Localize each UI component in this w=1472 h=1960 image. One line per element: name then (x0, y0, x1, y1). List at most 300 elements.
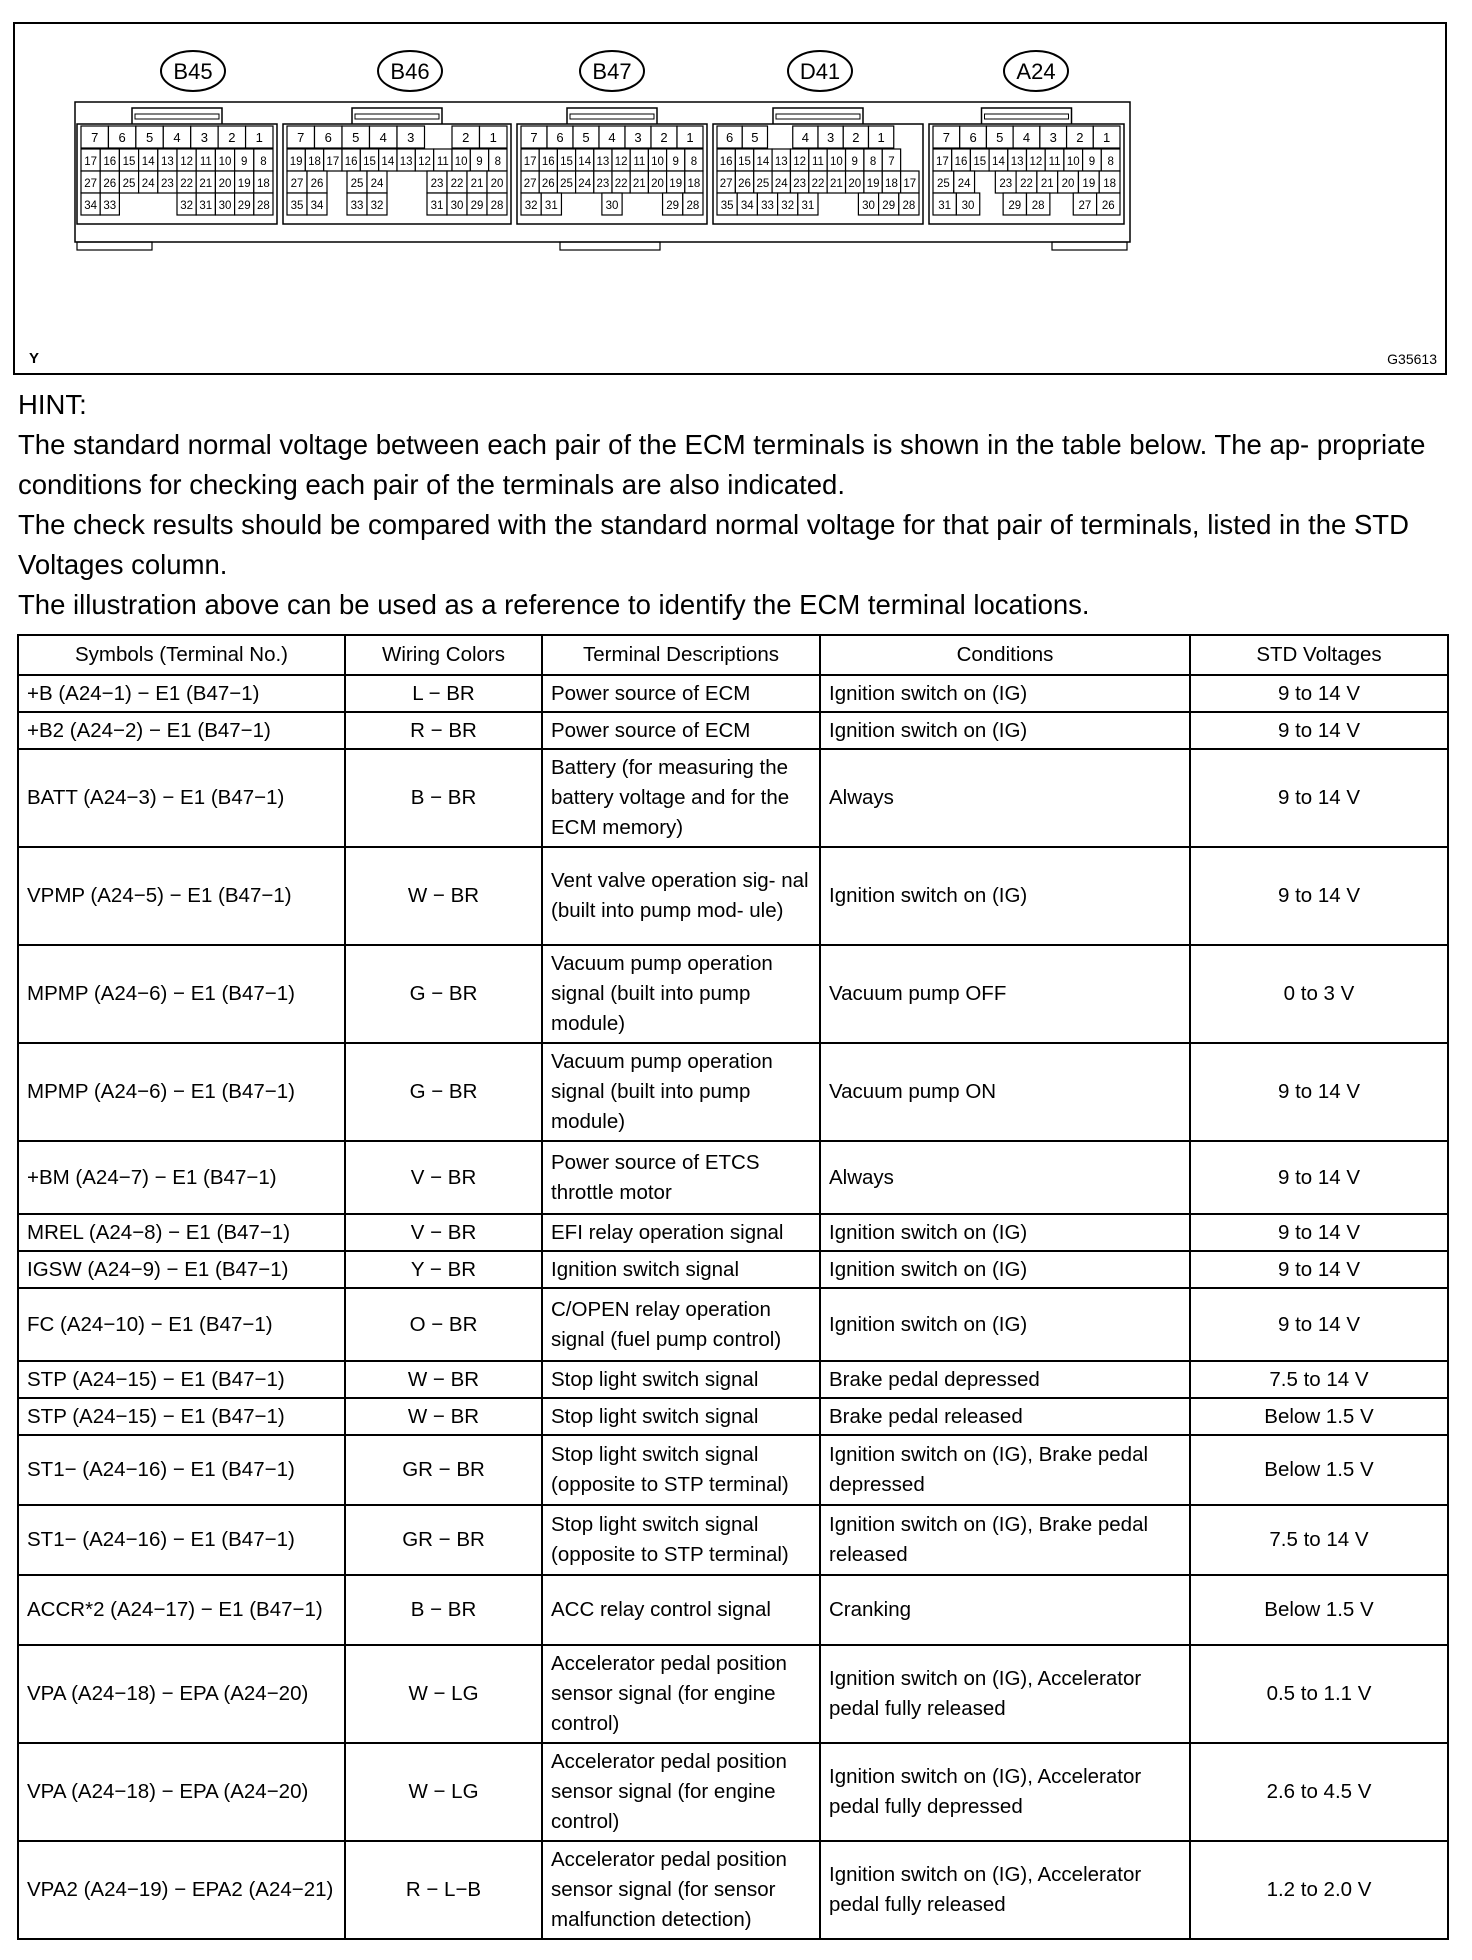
table-header-row (18, 635, 1448, 675)
terminal-number: 18 (885, 178, 898, 190)
terminal-number: 12 (1029, 156, 1043, 168)
terminal-number: 19 (669, 178, 683, 190)
terminal-number: 26 (541, 178, 555, 190)
connector-a24 (929, 51, 1124, 224)
cell-wiring-color: GR − BR (345, 1435, 542, 1505)
terminal-number: 23 (161, 178, 174, 190)
terminal-number: 3 (827, 130, 835, 145)
cell-description: C/OPEN relay operation signal (fuel pump control) (542, 1288, 820, 1361)
cell-conditions: Ignition switch on (IG) (820, 1214, 1190, 1251)
terminal-number: 13 (161, 156, 174, 168)
terminal-number: 23 (999, 178, 1013, 190)
terminal-number: 5 (352, 130, 360, 145)
terminal-number: 10 (454, 156, 468, 168)
terminal-number: 18 (1103, 178, 1117, 190)
cell-symbols: MPMP (A24−6) − E1 (B47−1) (18, 1043, 345, 1141)
terminal-number: 16 (541, 156, 555, 168)
terminal-number: 27 (290, 178, 304, 190)
terminal-number: 27 (523, 178, 537, 190)
terminal-number: 32 (524, 200, 538, 212)
terminal-number: 5 (145, 130, 154, 145)
terminal-number: 16 (719, 156, 733, 168)
terminal-number: 14 (756, 156, 770, 168)
terminal-number: 2 (660, 130, 668, 145)
table-row (18, 1841, 1448, 1939)
cell-wiring-color: V − BR (345, 1141, 542, 1214)
hint-heading: HINT: (18, 389, 87, 420)
terminal-number: 34 (310, 200, 324, 212)
cell-std-voltage: 2.6 to 4.5 V (1190, 1743, 1448, 1841)
cell-wiring-color: G − BR (345, 1043, 542, 1141)
connector-label: D41 (799, 59, 841, 84)
connector-b47 (517, 51, 707, 224)
corner-letter: Y (29, 350, 40, 367)
cell-symbols: +B (A24−1) − E1 (B47−1) (18, 675, 345, 712)
terminal-number: 6 (118, 130, 126, 145)
terminal-number: 10 (1066, 156, 1080, 168)
terminal-number: 33 (350, 200, 364, 212)
cell-std-voltage: 9 to 14 V (1190, 1043, 1448, 1141)
cell-description: Vent valve operation sig- nal (built into pump mod- ule) (542, 847, 820, 945)
cell-conditions: Ignition switch on (IG) (820, 847, 1190, 945)
header-conditions: Conditions (820, 635, 1190, 675)
terminal-number: 24 (578, 178, 592, 190)
terminal-number: 26 (1101, 200, 1115, 212)
cell-symbols: ACCR*2 (A24−17) − E1 (B47−1) (18, 1575, 345, 1645)
terminal-number: 20 (490, 178, 504, 190)
terminal-number: 11 (436, 156, 449, 168)
terminal-number: 20 (848, 178, 862, 190)
terminal-number: 31 (199, 200, 213, 212)
terminal-number: 2 (852, 130, 860, 145)
terminal-number: 30 (218, 200, 232, 212)
terminal-number: 14 (141, 156, 155, 168)
cell-symbols: +BM (A24−7) − E1 (B47−1) (18, 1141, 345, 1214)
cell-std-voltage: Below 1.5 V (1190, 1575, 1448, 1645)
terminal-number: 22 (811, 178, 825, 190)
terminal-number: 4 (1022, 130, 1031, 145)
terminal-number: 21 (470, 178, 484, 190)
table-row (18, 1214, 1448, 1251)
terminal-number: 24 (370, 178, 384, 190)
terminal-number: 26 (103, 178, 117, 190)
cell-wiring-color: O − BR (345, 1288, 542, 1361)
table-row (18, 1505, 1448, 1575)
terminal-number: 3 (634, 130, 642, 145)
terminal-number: 29 (1008, 200, 1022, 212)
terminal-number: 15 (973, 156, 987, 168)
terminal-number: 1 (255, 130, 263, 145)
terminal-number: 13 (1010, 156, 1024, 168)
terminal-number: 4 (801, 130, 809, 145)
terminal-number: 11 (812, 156, 824, 168)
cell-wiring-color: R − L−B (345, 1841, 542, 1939)
terminal-number: 12 (180, 156, 193, 168)
table-row (18, 1361, 1448, 1398)
ecm-voltage-table (17, 634, 1449, 1940)
cell-std-voltage: 9 to 14 V (1190, 1214, 1448, 1251)
terminal-number: 6 (324, 130, 332, 145)
cell-symbols: STP (A24−15) − E1 (B47−1) (18, 1361, 345, 1398)
terminal-number: 11 (633, 156, 646, 168)
cell-description: ACC relay control signal (542, 1575, 820, 1645)
terminal-number: 25 (936, 178, 950, 190)
cell-conditions: Always (820, 749, 1190, 847)
table-row (18, 847, 1448, 945)
terminal-number: 28 (257, 200, 270, 212)
cell-std-voltage: 9 to 14 V (1190, 1141, 1448, 1214)
terminal-number: 17 (903, 178, 917, 190)
table-row (18, 1645, 1448, 1743)
terminal-number: 22 (180, 178, 193, 190)
cell-symbols: VPA (A24−18) − EPA (A24−20) (18, 1645, 345, 1743)
cell-wiring-color: R − BR (345, 712, 542, 749)
cell-std-voltage: 0 to 3 V (1190, 945, 1448, 1043)
terminal-number: 16 (954, 156, 968, 168)
terminal-number: 7 (530, 130, 538, 145)
terminal-number: 7 (942, 130, 950, 145)
terminal-number: 2 (462, 130, 470, 145)
cell-std-voltage: 9 to 14 V (1190, 712, 1448, 749)
terminal-number: 20 (651, 178, 664, 190)
cell-conditions: Ignition switch on (IG), Brake pedal depressed (820, 1435, 1190, 1505)
terminal-number: 7 (888, 156, 895, 168)
terminal-number: 8 (260, 156, 267, 168)
terminal-number: 25 (122, 178, 136, 190)
cell-description: Accelerator pedal position sensor signal (for engine control) (542, 1645, 820, 1743)
table-row (18, 1398, 1448, 1435)
terminal-number: 8 (494, 156, 502, 168)
cell-symbols: ST1− (A24−16) − E1 (B47−1) (18, 1505, 345, 1575)
header-symbols: Symbols (Terminal No.) (18, 635, 345, 675)
cell-description: EFI relay operation signal (542, 1214, 820, 1251)
terminal-number: 21 (1040, 178, 1054, 190)
cell-description: Power source of ECM (542, 675, 820, 712)
cell-wiring-color: G − BR (345, 945, 542, 1043)
figure-code: G35613 (1387, 351, 1437, 367)
terminal-number: 1 (686, 130, 694, 145)
terminal-number: 5 (751, 130, 759, 145)
cell-conditions: Ignition switch on (IG), Accelerator pedal fully released (820, 1841, 1190, 1939)
table-row (18, 675, 1448, 712)
connector-label: B45 (173, 59, 213, 84)
table-row (18, 945, 1448, 1043)
cell-description: Vacuum pump operation signal (built into pump module) (542, 945, 820, 1043)
cell-description: Accelerator pedal position sensor signal (for sensor malfunction detection) (542, 1841, 820, 1939)
cell-wiring-color: W − BR (345, 1398, 542, 1435)
terminal-number: 32 (781, 200, 795, 212)
terminal-number: 18 (308, 156, 321, 168)
hint-section (18, 385, 1454, 625)
terminal-number: 28 (902, 200, 916, 212)
terminal-number: 13 (399, 156, 413, 168)
cell-std-voltage: 7.5 to 14 V (1190, 1505, 1448, 1575)
cell-wiring-color: V − BR (345, 1214, 542, 1251)
terminal-number: 1 (1103, 130, 1111, 145)
hint-paragraph-3: The illustration above can be used as a reference to identify the ECM terminal locations. (18, 589, 1090, 620)
terminal-number: 23 (793, 178, 807, 190)
terminal-number: 29 (470, 200, 484, 212)
cell-symbols: MREL (A24−8) − E1 (B47−1) (18, 1214, 345, 1251)
table-row (18, 749, 1448, 847)
table-row (18, 1043, 1448, 1141)
cell-std-voltage: Below 1.5 V (1190, 1398, 1448, 1435)
cell-description: Stop light switch signal (opposite to STP terminal) (542, 1505, 820, 1575)
terminal-number: 10 (218, 156, 232, 168)
terminal-number: 17 (523, 156, 537, 168)
hint-paragraph-2: The check results should be compared with the standard normal voltage for that pair of terminals, listed in the STD Voltages column. (18, 509, 1409, 580)
terminal-number: 4 (379, 130, 387, 145)
connector-latch-right (1052, 242, 1127, 250)
terminal-number: 23 (596, 178, 610, 190)
cell-std-voltage: 1.2 to 2.0 V (1190, 1841, 1448, 1939)
terminal-number: 13 (774, 156, 788, 168)
cell-description: Stop light switch signal (542, 1398, 820, 1435)
cell-wiring-color: W − BR (345, 847, 542, 945)
terminal-number: 28 (686, 200, 700, 212)
terminal-number: 24 (141, 178, 155, 190)
table-row (18, 1575, 1448, 1645)
header-terminal-descriptions: Terminal Descriptions (542, 635, 820, 675)
terminal-number: 6 (969, 130, 977, 145)
terminal-number: 9 (1088, 156, 1096, 168)
cell-symbols: VPMP (A24−5) − E1 (B47−1) (18, 847, 345, 945)
terminal-number: 21 (632, 178, 646, 190)
terminal-number: 15 (363, 156, 376, 168)
terminal-number: 28 (1031, 200, 1045, 212)
cell-conditions: Brake pedal released (820, 1398, 1190, 1435)
terminal-number: 12 (418, 156, 431, 168)
cell-symbols: ST1− (A24−16) − E1 (B47−1) (18, 1435, 345, 1505)
connector-latch-middle (560, 242, 660, 250)
terminal-number: 30 (961, 200, 975, 212)
terminal-number: 30 (862, 200, 875, 212)
cell-std-voltage: 9 to 14 V (1190, 675, 1448, 712)
cell-description: Battery (for measuring the battery voltage and for the ECM memory) (542, 749, 820, 847)
cell-wiring-color: L − BR (345, 675, 542, 712)
terminal-number: 17 (326, 156, 340, 168)
cell-description: Ignition switch signal (542, 1251, 820, 1288)
terminal-number: 35 (290, 200, 304, 212)
terminal-number: 19 (866, 178, 880, 190)
terminal-number: 22 (614, 178, 628, 190)
terminal-number: 22 (1020, 178, 1033, 190)
terminal-number: 31 (938, 200, 952, 212)
connector-latch-left (77, 242, 152, 250)
terminal-number: 7 (91, 130, 99, 145)
terminal-number: 26 (738, 178, 751, 190)
terminal-number: 16 (103, 156, 117, 168)
terminal-number: 30 (450, 200, 464, 212)
terminal-number: 19 (1082, 178, 1096, 190)
cell-symbols: VPA2 (A24−19) − EPA2 (A24−21) (18, 1841, 345, 1939)
cell-conditions: Ignition switch on (IG), Brake pedal released (820, 1505, 1190, 1575)
terminal-number: 27 (1078, 200, 1092, 212)
terminal-number: 14 (381, 156, 395, 168)
table-row (18, 1141, 1448, 1214)
terminal-number: 13 (596, 156, 610, 168)
terminal-number: 3 (200, 130, 209, 145)
terminal-number: 9 (476, 156, 483, 168)
terminal-number: 23 (430, 178, 444, 190)
cell-conditions: Ignition switch on (IG) (820, 675, 1190, 712)
terminal-number: 21 (199, 178, 213, 190)
cell-std-voltage: 7.5 to 14 V (1190, 1361, 1448, 1398)
terminal-number: 14 (578, 156, 592, 168)
terminal-number: 29 (666, 200, 680, 212)
terminal-number: 32 (180, 200, 193, 212)
terminal-number: 8 (869, 156, 877, 168)
terminal-number: 34 (740, 200, 754, 212)
terminal-number: 3 (407, 130, 415, 145)
terminal-number: 9 (672, 156, 679, 168)
terminal-number: 5 (996, 130, 1004, 145)
terminal-number: 11 (199, 156, 212, 168)
terminal-number: 11 (1048, 156, 1061, 168)
cell-symbols: MPMP (A24−6) − E1 (B47−1) (18, 945, 345, 1043)
cell-description: Stop light switch signal (542, 1361, 820, 1398)
cell-wiring-color: GR − BR (345, 1505, 542, 1575)
cell-std-voltage: 9 to 14 V (1190, 749, 1448, 847)
terminal-number: 25 (756, 178, 770, 190)
terminal-number: 24 (957, 178, 971, 190)
terminal-number: 2 (1076, 130, 1084, 145)
table-row (18, 1435, 1448, 1505)
cell-conditions: Cranking (820, 1575, 1190, 1645)
terminal-number: 15 (738, 156, 751, 168)
terminal-number: 28 (490, 200, 504, 212)
terminal-number: 4 (608, 130, 616, 145)
connector-label: B47 (592, 59, 632, 84)
terminal-number: 12 (793, 156, 807, 168)
table-row (18, 1288, 1448, 1361)
terminal-number: 25 (350, 178, 364, 190)
cell-conditions: Vacuum pump OFF (820, 945, 1190, 1043)
terminal-number: 14 (992, 156, 1005, 168)
terminal-number: 10 (651, 156, 664, 168)
cell-conditions: Ignition switch on (IG), Accelerator pedal fully depressed (820, 1743, 1190, 1841)
terminal-number: 15 (560, 156, 573, 168)
cell-std-voltage: 9 to 14 V (1190, 847, 1448, 945)
cell-symbols: FC (A24−10) − E1 (B47−1) (18, 1288, 345, 1361)
table-body (18, 675, 1448, 1939)
terminal-number: 17 (84, 156, 97, 168)
cell-symbols: STP (A24−15) − E1 (B47−1) (18, 1398, 345, 1435)
cell-conditions: Ignition switch on (IG) (820, 1251, 1190, 1288)
cell-std-voltage: 9 to 14 V (1190, 1288, 1448, 1361)
terminal-number: 17 (935, 156, 949, 168)
cell-std-voltage: Below 1.5 V (1190, 1435, 1448, 1505)
cell-description: Stop light switch signal (opposite to STP terminal) (542, 1435, 820, 1505)
terminal-number: 33 (103, 200, 117, 212)
terminal-number: 4 (173, 130, 181, 145)
terminal-number: 1 (877, 130, 885, 145)
cell-wiring-color: W − BR (345, 1361, 542, 1398)
cell-conditions: Always (820, 1141, 1190, 1214)
terminal-number: 5 (582, 130, 590, 145)
cell-std-voltage: 0.5 to 1.1 V (1190, 1645, 1448, 1743)
cell-conditions: Brake pedal depressed (820, 1361, 1190, 1398)
connector-label: B46 (390, 59, 430, 84)
connector-illustration (13, 22, 1447, 375)
cell-std-voltage: 9 to 14 V (1190, 1251, 1448, 1288)
terminal-number: 34 (84, 200, 97, 212)
terminal-number: 6 (726, 130, 734, 145)
terminal-number: 8 (1107, 156, 1114, 168)
table-row (18, 1251, 1448, 1288)
cell-description: Power source of ETCS throttle motor (542, 1141, 820, 1214)
terminal-number: 27 (84, 178, 97, 190)
connector-d41 (713, 51, 923, 224)
terminal-number: 9 (851, 156, 858, 168)
cell-wiring-color: Y − BR (345, 1251, 542, 1288)
terminal-number: 27 (719, 178, 733, 190)
terminal-number: 8 (690, 156, 698, 168)
terminal-number: 31 (544, 200, 558, 212)
cell-wiring-color: W − LG (345, 1743, 542, 1841)
cell-description: Power source of ECM (542, 712, 820, 749)
terminal-number: 31 (430, 200, 444, 212)
cell-description: Accelerator pedal position sensor signal (for engine control) (542, 1743, 820, 1841)
connector-b46 (283, 51, 511, 224)
cell-description: Vacuum pump operation signal (built into pump module) (542, 1043, 820, 1141)
terminal-number: 29 (237, 200, 251, 212)
table-row (18, 712, 1448, 749)
cell-conditions: Ignition switch on (IG) (820, 1288, 1190, 1361)
terminal-number: 22 (450, 178, 464, 190)
terminal-number: 9 (240, 156, 248, 168)
terminal-number: 1 (489, 130, 497, 145)
terminal-number: 18 (257, 178, 270, 190)
terminal-number: 15 (122, 156, 136, 168)
cell-conditions: Vacuum pump ON (820, 1043, 1190, 1141)
hint-paragraph-1: The standard normal voltage between each pair of the ECM terminals is shown in the table below. The ap- propriate conditions for checking each pair of the terminals are also indicated. (18, 429, 1426, 500)
cell-symbols: VPA (A24−18) − EPA (A24−20) (18, 1743, 345, 1841)
terminal-number: 7 (297, 130, 305, 145)
cell-conditions: Ignition switch on (IG), Accelerator pedal fully released (820, 1645, 1190, 1743)
cell-conditions: Ignition switch on (IG) (820, 712, 1190, 749)
cell-wiring-color: B − BR (345, 749, 542, 847)
connector-label: A24 (1016, 59, 1056, 84)
terminal-number: 6 (556, 130, 564, 145)
terminal-number: 30 (605, 200, 619, 212)
terminal-number: 20 (218, 178, 232, 190)
terminal-number: 3 (1049, 130, 1057, 145)
terminal-number: 31 (801, 200, 815, 212)
cell-symbols: BATT (A24−3) − E1 (B47−1) (18, 749, 345, 847)
terminal-number: 20 (1061, 178, 1075, 190)
cell-symbols: IGSW (A24−9) − E1 (B47−1) (18, 1251, 345, 1288)
terminal-number: 21 (829, 178, 843, 190)
cell-wiring-color: B − BR (345, 1575, 542, 1645)
header-std-voltages: STD Voltages (1190, 635, 1448, 675)
connector-b45 (77, 51, 277, 224)
terminal-number: 35 (720, 200, 734, 212)
connector-diagram (15, 24, 1445, 373)
terminal-number: 16 (344, 156, 358, 168)
terminal-number: 19 (289, 156, 303, 168)
terminal-number: 24 (774, 178, 788, 190)
cell-symbols: +B2 (A24−2) − E1 (B47−1) (18, 712, 345, 749)
terminal-number: 10 (829, 156, 843, 168)
terminal-number: 18 (687, 178, 701, 190)
header-wiring-colors: Wiring Colors (345, 635, 542, 675)
terminal-number: 32 (370, 200, 384, 212)
table-row (18, 1743, 1448, 1841)
terminal-number: 12 (614, 156, 628, 168)
terminal-number: 33 (761, 200, 774, 212)
terminal-number: 25 (560, 178, 573, 190)
